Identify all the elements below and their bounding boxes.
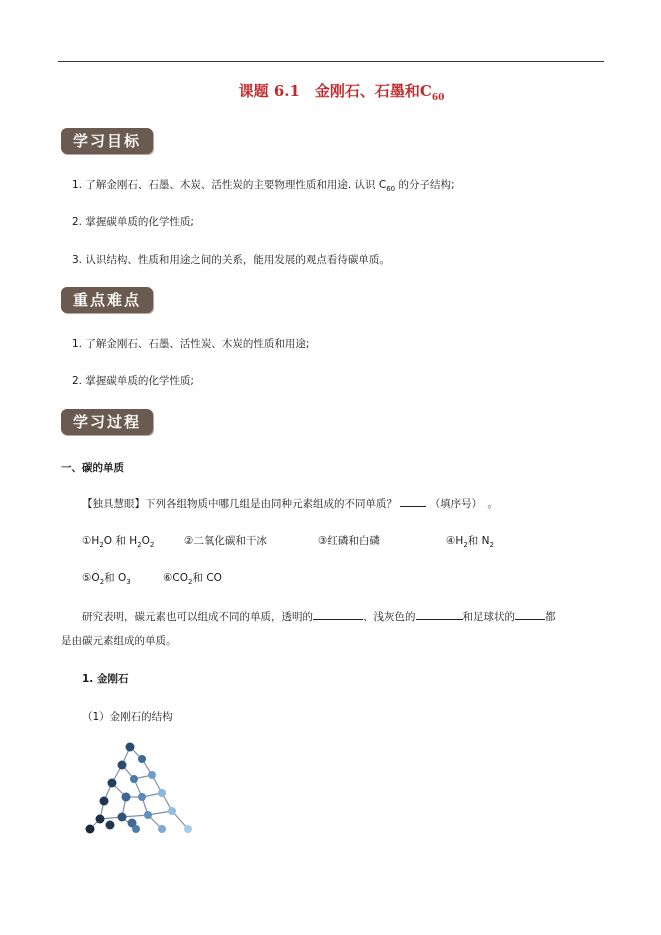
option-3: ③红磷和白磷 — [318, 535, 380, 547]
goal-item-2: 2. 掌握碳单质的化学性质; — [72, 216, 194, 228]
goal-item-3: 3. 认识结构、性质和用途之间的关系，能用发展的观点看待碳单质。 — [72, 254, 390, 266]
blank-graphite[interactable] — [416, 608, 463, 620]
goal-item-1: 1. 了解金刚石、石墨、木炭、活性炭的主要物理性质和用途. 认识 $C_{60}$ 的分子结构; — [72, 179, 455, 194]
option-1: $①H_2O$ 和 $H_2O_2$ — [82, 535, 155, 550]
option-2: ②二氧化碳和干冰 — [184, 535, 267, 547]
header-rule — [58, 61, 604, 62]
key-point-item-1: 1. 了解金刚石、石墨、活性炭、木炭的性质和用途; — [72, 338, 310, 350]
research-line: 研究表明，碳元素也可以组成不同的单质，透明的 、浅灰色的 和足球状的 都 — [82, 608, 556, 624]
blank-diamond[interactable] — [313, 608, 363, 620]
section-badge-goals: 学习目标 — [61, 128, 153, 154]
key-point-item-2: 2. 掌握碳单质的化学性质; — [72, 375, 194, 387]
option-5: $⑤O_2$和 $O_3$ — [82, 572, 131, 587]
subheading-diamond: 1. 金刚石 — [82, 673, 129, 685]
option-4: $④H_2$和 $N_2$ — [446, 535, 494, 550]
diamond-structure-label: （1）金刚石的结构 — [82, 711, 173, 723]
research-line-cont: 是由碳元素组成的单质。 — [61, 635, 177, 647]
diamond-structure-image — [82, 735, 202, 845]
section-badge-key-points: 重点难点 — [61, 287, 153, 313]
page-title: 课题 6.1 金刚石、石墨和$C_{60}$ — [238, 82, 445, 103]
answer-blank[interactable] — [400, 495, 426, 507]
blank-c60[interactable] — [515, 608, 545, 620]
section-badge-process: 学习过程 — [61, 409, 153, 435]
option-6: $⑥CO_2$和 CO — [163, 572, 222, 587]
question-line: 【独具慧眼】下列各组物质中哪几组是由同种元素组成的不同单质？ （填序号） 。 — [82, 495, 498, 511]
process-heading: 一、碳的单质 — [61, 462, 124, 474]
